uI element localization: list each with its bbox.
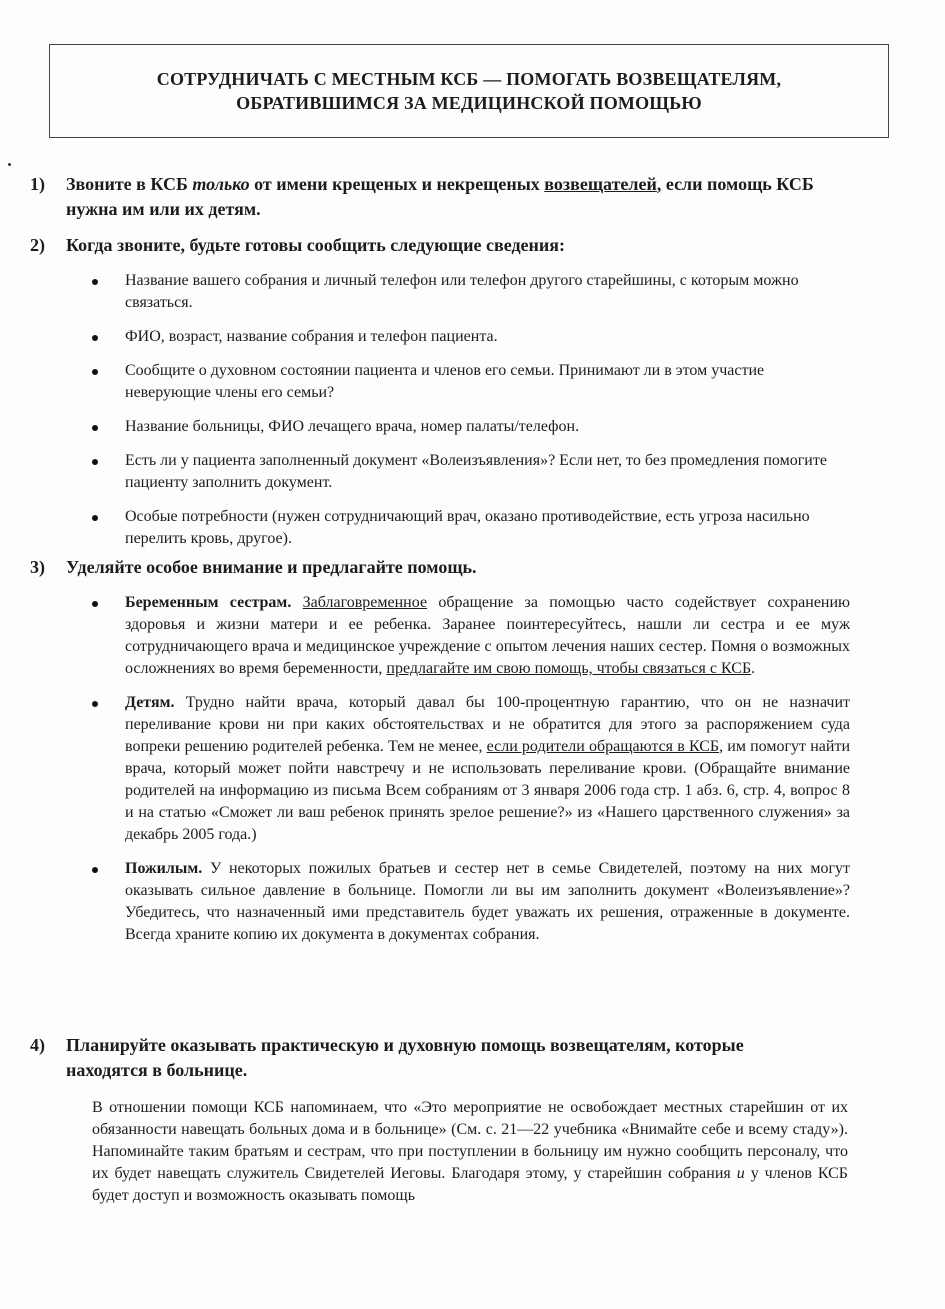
section-4-heading <box>30 1033 810 1083</box>
list-item-pregnant <box>30 592 850 680</box>
list-item-children <box>30 692 850 846</box>
s1-part-c: от имени крещеных и некрещеных <box>249 174 545 194</box>
list-item-text: Особые потребности (нужен сотрудничающий врач, оказано противодействие, есть угроза насильно перелить кровь, другое). <box>125 508 810 547</box>
list-item-text: Есть ли у пациента заполненный документ «Волеизъявления»? Если нет, то без промедления помогите пациенту заполнить документ. <box>125 452 827 491</box>
section-1-heading <box>30 172 860 222</box>
section-2-heading <box>30 233 860 258</box>
bullet-icon <box>92 279 98 285</box>
bullet-icon <box>92 701 98 707</box>
item-bold-label: Беременным сестрам. <box>125 594 292 611</box>
list-item <box>30 506 830 550</box>
item-text: Трудно найти врача, который давал бы 100-процентную гарантию, что он не назначит переливание крови ни при каких обстоятельствах и не обратится для этого за распоряжением суда вопреки решению родителей ребенка. Тем не менее, <box>125 694 850 755</box>
s1-underlined: возвещателей <box>544 174 657 194</box>
bullet-icon <box>92 601 98 607</box>
underlined-text: предлагайте им свою помощь, чтобы связаться с КСБ <box>386 660 752 677</box>
item-bold-label: Пожилым. <box>125 860 203 877</box>
list-item <box>30 270 830 314</box>
item-text: обращение за помощью часто содействует сохранению здоровья и жизни матери и ее ребенка. Заранее поинтересуйтесь, нашли ли сестра и ее муж сотрудничающего врача и медицинское учреждение с опытом лечения наших сестер. Помня о возможных осложнениях во время беременности, <box>125 594 850 677</box>
section-4-number: 4) <box>30 1035 45 1055</box>
section-2-title: Когда звоните, будьте готовы сообщить следующие сведения: <box>66 235 566 255</box>
list-item-text: Сообщите о духовном состоянии пациента и членов его семьи. Принимают ли в этом участие неверующие члены его семьи? <box>125 362 765 401</box>
section-3-heading <box>30 555 860 580</box>
paragraph-text: В отношении помощи КСБ напоминаем, что «Это мероприятие не освобождает местных старейшин от их обязанности навещать больных дома и в больнице» (См. с. 21—22 учебника «Внимайте себе и всему стаду»). Напоминайте таким братьям и сестрам, что при поступлении в больницу им нужно сообщить персоналу, что их будет навещать служитель Свидетелей Иеговы. Благодаря этому, у старейшин собрания <box>92 1099 848 1182</box>
list-item-text: ФИО, возраст, название собрания и телефон пациента. <box>125 328 498 345</box>
list-item-elderly <box>30 858 850 946</box>
title-box <box>49 44 889 138</box>
section-2-list <box>30 270 830 550</box>
s1-part-a: Звоните в КСБ <box>66 174 193 194</box>
section-4-title: Планируйте оказывать практическую и духовную помощь возвещателям, которые находятся в больнице. <box>66 1035 744 1080</box>
section-4-paragraph <box>92 1097 848 1207</box>
list-item <box>30 326 830 348</box>
section-1 <box>30 172 860 222</box>
list-item <box>30 416 830 438</box>
section-3-number: 3) <box>30 557 45 577</box>
paragraph-text: у членов КСБ будет доступ и возможность оказывать помощь <box>92 1165 848 1204</box>
bullet-icon <box>92 459 98 465</box>
item-text: . <box>751 660 756 677</box>
stray-mark <box>8 163 11 166</box>
underlined-text: если родители обращаются в КСБ <box>486 738 720 755</box>
bullet-icon <box>92 369 98 375</box>
section-1-text <box>66 172 860 222</box>
section-2 <box>30 233 860 550</box>
bullet-icon <box>92 335 98 341</box>
section-4 <box>30 1033 860 1207</box>
s1-emphasis: только <box>192 174 250 194</box>
list-item <box>30 360 830 404</box>
title-line-2: ОБРАТИВШИМСЯ ЗА МЕДИЦИНСКОЙ ПОМОЩЬЮ <box>236 93 702 113</box>
item-text: , им помогут найти врача, который может пойти навстречу и не использовать переливание крови. (Обращайте внимание родителей на информацию из письма Всем собраниям от 3 января 2006 года стр. 1 абз. 6, стр. 4, вопрос 8 и на статью «Сможет ли ваш ребенок принять зрелое решение?» из «Нашего царственного служения» за декабрь 2005 года.) <box>125 738 850 843</box>
bullet-icon <box>92 425 98 431</box>
list-item-text: Название больницы, ФИО лечащего врача, номер палаты/телефон. <box>125 418 580 435</box>
paragraph-emphasis: и <box>736 1165 745 1182</box>
s1-part-e: , если помощь КСБ нужна им или их детям. <box>66 174 814 219</box>
title-line-1: СОТРУДНИЧАТЬ С МЕСТНЫМ КСБ — ПОМОГАТЬ ВОЗВЕЩАТЕЛЯМ, <box>156 69 782 89</box>
list-item-text: Название вашего собрания и личный телефон или телефон другого старейшины, с которым можно связаться. <box>125 272 799 311</box>
section-1-number: 1) <box>30 174 45 194</box>
item-text: У некоторых пожилых братьев и сестер нет в семье Свидетелей, поэтому на них могут оказывать сильное давление в больнице. Помогли ли вы им заполнить документ «Волеизъявление»? Убедитесь, что назначенный ими представитель будет уважать их решения, отраженные в документе. Всегда храните копию их документа в документах собрания. <box>125 860 850 943</box>
bullet-icon <box>92 867 98 873</box>
section-3 <box>30 555 860 946</box>
section-2-number: 2) <box>30 235 45 255</box>
bullet-icon <box>92 515 98 521</box>
underlined-text: Заблаговременное <box>302 594 428 611</box>
list-item <box>30 450 830 494</box>
section-3-title: Уделяйте особое внимание и предлагайте помощь. <box>66 557 477 577</box>
section-3-list <box>30 592 850 946</box>
item-bold-label: Детям. <box>125 694 175 711</box>
